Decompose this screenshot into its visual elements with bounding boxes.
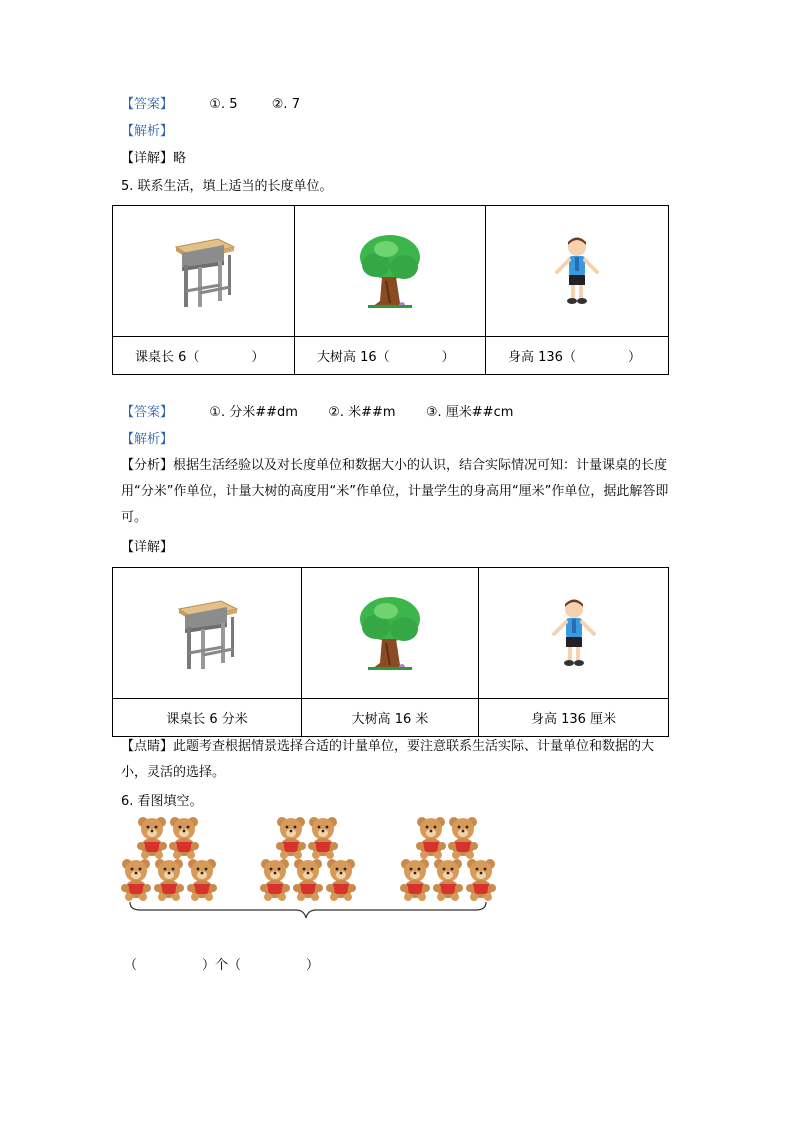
- desk-cell: [113, 206, 295, 337]
- bear-groups-figure: [118, 814, 498, 926]
- bear-group-2: [260, 817, 356, 901]
- answer-tag: 【答案】: [121, 97, 174, 112]
- tree-cell: [302, 568, 479, 699]
- analysis-paragraph: 【分析】根据生活经验以及对长度单位和数据大小的认识，结合实际情况可知：计量课桌的长度用“分米”作单位，计量大树的高度用“米”作单位，计量学生的身高用“厘米”作单位，据此解答即可。: [121, 458, 669, 525]
- answer-1: ①. 分米##dm: [209, 405, 298, 420]
- body-height-answer: 身高 136 厘米: [479, 699, 669, 737]
- boy-cell: [479, 568, 669, 699]
- brace: [130, 902, 486, 918]
- desk-length-answer: 课桌长 6 分米: [113, 699, 302, 737]
- boy-image: [548, 597, 600, 669]
- boy-cell: [486, 206, 669, 337]
- q5-table: [112, 205, 669, 375]
- answer-3: ③. 厘米##cm: [425, 405, 514, 420]
- q5-detail-table: [112, 567, 669, 737]
- desk-image: [172, 231, 236, 311]
- tree-image: [356, 593, 424, 673]
- detail-tag: 【详解】: [121, 540, 174, 555]
- detail-line: 【详解】略: [121, 151, 187, 166]
- q6-title: 6. 看图填空。: [121, 794, 203, 809]
- bear-group-1: [121, 817, 217, 901]
- tree-image: [356, 231, 424, 311]
- desk-image: [175, 593, 239, 673]
- tree-height-cell: 大树高 16（ ）: [295, 337, 486, 375]
- q6-blank-line: （ ）个（ ）: [124, 958, 320, 973]
- bear-group-3: [400, 817, 496, 901]
- q5-answer-line: [121, 404, 513, 422]
- desk-cell: [113, 568, 302, 699]
- comment-paragraph: 【点睛】此题考查根据情景选择合适的计量单位，要注意联系生活实际、计量单位和数据的大小，灵活的选择。: [121, 739, 655, 780]
- answer-1: ①. 5: [209, 97, 238, 112]
- answer-2: ②. 7: [271, 97, 300, 112]
- body-height-cell: 身高 136（ ）: [486, 337, 669, 375]
- analysis-tag: 【解析】: [121, 124, 174, 139]
- answer-2: ②. 米##m: [328, 405, 396, 420]
- tree-cell: [295, 206, 486, 337]
- answer-tag: 【答案】: [121, 405, 174, 420]
- q4-answer-line: [121, 96, 300, 114]
- boy-image: [551, 235, 603, 307]
- desk-length-cell: 课桌长 6（ ）: [113, 337, 295, 375]
- analysis-tag: 【解析】: [121, 432, 174, 447]
- q5-title: 5. 联系生活，填上适当的长度单位。: [121, 179, 333, 194]
- tree-height-answer: 大树高 16 米: [302, 699, 479, 737]
